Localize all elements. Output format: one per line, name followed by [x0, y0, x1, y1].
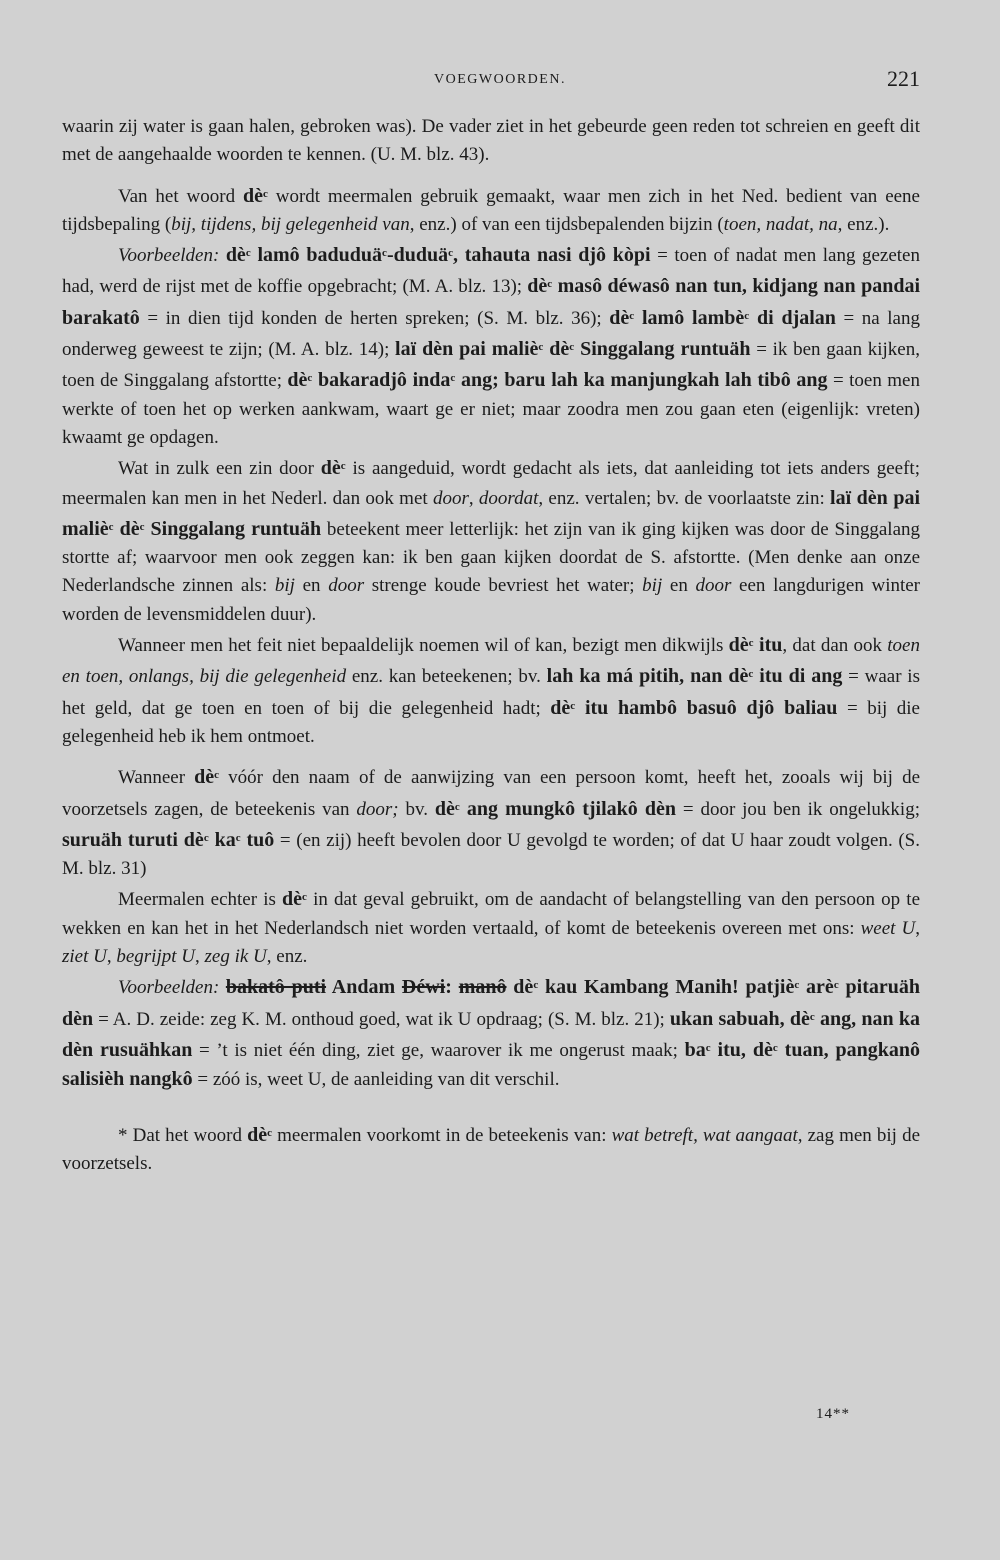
text-run: c [629, 309, 635, 322]
text-run: in dat geval gebruikt, om de aandacht of belangstelling van den persoon op te wekken en kan het in het Nederlandsch niet worden vertaald, of komt de beteekenis overeen met ons: [62, 889, 921, 939]
text-run: c [744, 309, 750, 322]
text-run: c [454, 800, 460, 813]
text-run: c [307, 372, 313, 385]
text-run: dè [609, 306, 630, 329]
paragraph [62, 761, 920, 883]
text-run: Andam [326, 976, 402, 999]
text-run: tuan, pangkanô salisièh nangkô [62, 1038, 921, 1091]
text-run: door [328, 575, 365, 597]
text-run: Déwi [401, 976, 446, 999]
text-run: door [695, 575, 732, 597]
text-run: dè [247, 1123, 268, 1146]
text-run: dè [506, 976, 534, 999]
text-run: laï dèn pai maliè [62, 486, 921, 540]
text-run: , tahauta nasi djô kòpi [452, 244, 651, 267]
text-run: itu, dè [710, 1038, 773, 1061]
running-title: VOEGWOORDEN. [434, 72, 566, 87]
text-run: c [547, 278, 553, 291]
text-run: , [195, 946, 205, 968]
text-run: = toen men werkte of toen het op werken aankwam, waart ge er niet; maar zoodra men zou gaan eten (eigenlijk: vreten) kwaamt ge opdagen. [62, 370, 920, 448]
text-run: c [794, 979, 800, 992]
text-run: dè [242, 184, 263, 207]
text-run: ukan sabuah, dè [669, 1007, 810, 1030]
text-run: = toen of nadat men lang gezeten had, werd de rijst met de koffie opgebracht; (M. A. blz. 13); [62, 245, 920, 298]
text-run: tuô [240, 828, 275, 851]
paragraph [62, 1119, 920, 1179]
text-run: , [468, 487, 479, 509]
text-run: is aangeduid, wordt gedacht als iets, dat aanleiding tot iets anders geeft; meermalen kan men in het Nederl. dan ook met [62, 458, 920, 509]
text-run: , [915, 917, 920, 939]
text-run: bij [642, 575, 663, 597]
text-run: bv. [398, 798, 435, 820]
text-run: = (en zij) heeft bevolen door U gevolgd te worden; of dat U haar zoudt volgen. (S. M. blz. 31) [62, 829, 920, 880]
text-run: , enz. vertalen; bv. de voorlaatste zin: [538, 487, 831, 509]
text-run: en [294, 575, 329, 597]
paragraph [62, 239, 920, 452]
text-run: c [262, 187, 268, 200]
text-run: dè [113, 517, 140, 540]
paragraph [62, 971, 920, 1094]
text-run: c [748, 668, 754, 681]
signature-mark: 14** [816, 1406, 850, 1422]
text-run: c [302, 891, 307, 904]
text-run: , zag men bij de voorzetsels. [62, 1124, 920, 1174]
text-run: waarin zij water is gaan halen, gebroken was). De vader ziet in het gebeurde geen reden tot schreien en geeft dit met de aangehaalde woorden te kennen. (U. M. blz. 43). [62, 116, 920, 166]
text-run: begrijpt U [116, 946, 195, 968]
text-run: Wat in zulk een zin door [118, 458, 321, 480]
page-number: 221 [887, 66, 920, 91]
paragraph [62, 180, 920, 240]
text-run: c [748, 637, 754, 650]
text-run: c [772, 1041, 778, 1054]
text-run: ka [208, 828, 236, 851]
text-run: c [267, 1126, 272, 1139]
text-run: beteekent meer letterlijk: het zijn van ik ging kijken was door de Singgalang stortte af; waarvoor men ook zeggen kan: ik ben gaan kijken doordat de S. afstortte. (Men denke aan onze Nederlandsche zinnen als: [62, 518, 921, 597]
text-run: dè [320, 457, 341, 480]
text-run: pitaruäh dèn [62, 976, 920, 1030]
text-run: dè [434, 797, 455, 820]
text-run: strenge koude bevriest het water; [364, 575, 643, 597]
text-run: ziet U [62, 946, 107, 968]
text-run: c [108, 520, 114, 533]
text-run: Wanneer men het feit niet bepaaldelijk noemen wil of kan, bezigt men dikwijls [118, 635, 729, 657]
text-run: door; [356, 798, 399, 820]
text-run: Voorbeelden: [118, 977, 226, 999]
text-run: Voorbeelden: [118, 245, 226, 267]
text-run: c [538, 341, 544, 354]
text-run: ba [684, 1038, 706, 1061]
text-run: toen, nadat, na [723, 213, 838, 235]
text-run: dè [194, 766, 215, 789]
text-run: en [662, 575, 696, 597]
text-run: c [833, 979, 839, 992]
text-run: dè [728, 634, 749, 657]
text-run: dè [550, 696, 571, 719]
text-run: Van het woord [118, 185, 243, 207]
text-run: c [245, 247, 251, 260]
text-run: = zóó is, weet U, de aanleiding van dit verschil. [192, 1069, 560, 1091]
text-run: c [203, 831, 209, 844]
text-run: = door jou ben ik ongelukkig; [676, 798, 920, 820]
text-run: bakatô puti [225, 976, 327, 999]
text-run: suruäh turuti dè [62, 828, 204, 851]
text-run: * Dat het woord [118, 1124, 248, 1146]
text-run: = ik ben gaan kijken, toen de Singgalang afstortte; [62, 339, 920, 392]
text-run: masô déwasô nan tun, kidjang nan pandai barakatô [62, 275, 920, 329]
text-run: c [705, 1041, 711, 1054]
text-run: itu di ang [753, 665, 843, 688]
paragraph [62, 113, 920, 170]
text-run: door [432, 487, 469, 509]
paragraph [62, 452, 920, 629]
text-run: c [569, 341, 575, 354]
text-run: = ’t is niet één ding, ziet ge, waarover ik me ongerust maak; [192, 1039, 685, 1061]
text-run: enz. kan beteekenen; bv. [346, 666, 547, 688]
text-run: kau Kambang Manih! patjiè [538, 976, 795, 999]
text-run: -duduä [386, 244, 449, 267]
text-run: c [340, 460, 346, 473]
text-run: ang, nan ka dèn rusuähkan [62, 1007, 920, 1061]
text-run: een langdurigen winter worden de levensmiddelen duur). [62, 575, 921, 625]
text-run: c [382, 247, 387, 260]
text-run: = A. D. zeide: zeg K. M. onthoud goed, wat ik U opdraag; (S. M. blz. 21); [93, 1008, 670, 1030]
text-run: dè [543, 338, 570, 361]
text-run: wat betreft, wat aangaat [611, 1124, 798, 1146]
text-run: lamô baduduä [250, 244, 383, 267]
text-run: bij [274, 575, 295, 597]
text-run: vóór den naam of de aanwijzing van een persoon komt, heeft het, zooals wij bij de voorzetsels zagen, de beteekenis van [62, 767, 921, 820]
text-run: dè [225, 244, 246, 267]
text-run: Wanneer [118, 767, 195, 789]
text-run: toen en toen, onlangs, bij die gelegenheid [62, 635, 920, 688]
text-run: c [450, 372, 456, 385]
text-run: lamô lambè [634, 306, 745, 329]
text-run: c [139, 520, 145, 533]
paragraph [62, 883, 920, 971]
text-run: : [445, 976, 459, 999]
text-run: , [106, 946, 117, 968]
text-run: = in dien tijd konden de herten spreken; (S. M. blz. 36); [139, 307, 610, 329]
text-run: bij, tijdens, bij gelegenheid van [171, 213, 410, 235]
text-run: , enz. [266, 946, 308, 968]
text-run: = waar is het geld, dat ge toen en toen of bij die gelegenheid hadt; [62, 666, 920, 719]
text-run: arè [799, 976, 834, 999]
text-run: dè [287, 369, 308, 392]
text-run: c [214, 769, 220, 782]
text-run: c [809, 1010, 815, 1023]
text-run: doordat [478, 487, 539, 509]
text-run: wordt meermalen gebruik gemaakt, waar men zich in het Ned. bedient van eene tijdsbepaling ( [62, 185, 920, 235]
text-run: Singgalang runtuäh [144, 517, 322, 540]
text-run: , enz.) of van een tijdsbepalenden bijzin ( [409, 213, 724, 235]
text-run: c [235, 831, 241, 844]
text-run: itu hambô basuô djô baliau [575, 696, 838, 719]
paragraph [62, 629, 920, 751]
text-run: dè [282, 888, 303, 911]
text-run: = bij die gelegenheid heb ik hem ontmoet. [62, 697, 920, 747]
text-run: weet U [860, 917, 916, 939]
text-run: bakaradjô inda [312, 369, 451, 392]
text-run: lah ka má pitih, nan dè [546, 665, 749, 688]
text-run: ang mungkô tjilakô dèn [459, 797, 677, 820]
text-run: zeg ik U [204, 946, 267, 968]
text-run: manô [458, 976, 507, 999]
text-run: laï dèn pai maliè [395, 338, 539, 361]
text-run: , dat dan ook [782, 635, 888, 657]
text-run: dè [527, 275, 548, 298]
text-run: = na lang onderweg geweest te zijn; (M. A. blz. 14); [62, 307, 920, 361]
text-run: meermalen voorkomt in de beteekenis van: [272, 1124, 612, 1146]
text-run: c [533, 979, 539, 992]
text-run: Singgalang runtuäh [574, 338, 751, 361]
text-run: ang; baru lah ka manjungkah lah tibô ang [455, 369, 828, 392]
text-run: di djalan [749, 306, 836, 329]
text-run: c [448, 247, 453, 260]
body-text [62, 113, 920, 1178]
text-run: itu [753, 634, 783, 657]
text-run: , enz.). [837, 213, 890, 235]
text-run: c [570, 699, 576, 712]
text-run: Meermalen echter is [118, 889, 283, 911]
